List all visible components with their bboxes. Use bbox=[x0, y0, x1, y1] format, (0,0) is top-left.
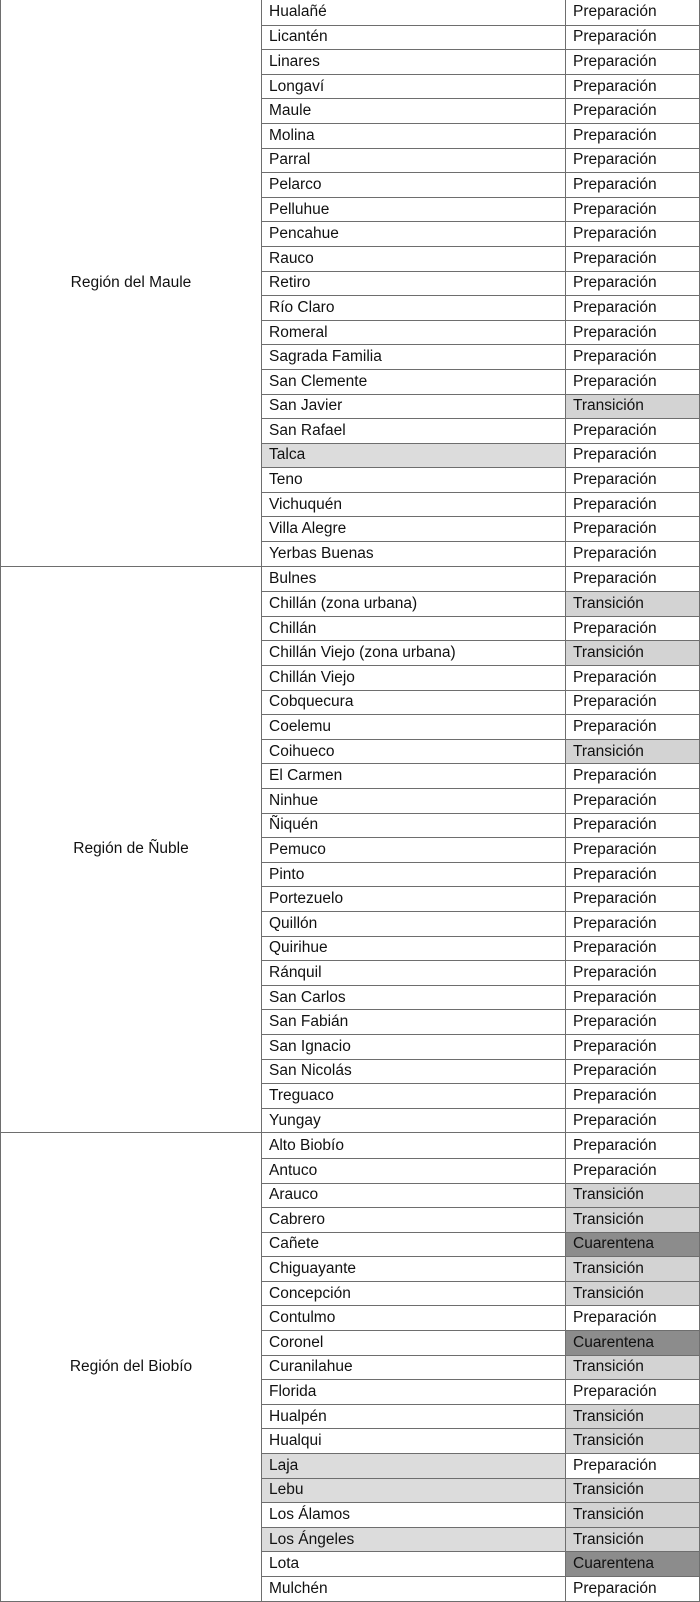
phase-cell: Preparación bbox=[566, 887, 699, 911]
phase-cell: Preparación bbox=[566, 567, 699, 592]
phase-cell: Preparación bbox=[566, 370, 699, 394]
commune-cell: Cabrero bbox=[262, 1208, 566, 1232]
commune-cell: Ránquil bbox=[262, 961, 566, 985]
commune-cell: Lebu bbox=[262, 1479, 566, 1503]
table-row bbox=[262, 1281, 699, 1306]
table-row bbox=[262, 886, 699, 911]
phase-cell: Cuarentena bbox=[566, 1331, 699, 1355]
commune-cell: Chillán bbox=[262, 617, 566, 641]
table-row bbox=[262, 418, 699, 443]
phase-cell: Preparación bbox=[566, 863, 699, 887]
table-row bbox=[262, 394, 699, 419]
commune-cell: Alto Biobío bbox=[262, 1133, 566, 1158]
phase-cell: Preparación bbox=[566, 912, 699, 936]
phase-cell: Preparación bbox=[566, 0, 699, 25]
table-row bbox=[262, 49, 699, 74]
phase-cell: Transición bbox=[566, 1208, 699, 1232]
region-name-cell: Región del Biobío bbox=[1, 1133, 262, 1600]
table-row bbox=[262, 763, 699, 788]
table-row bbox=[262, 616, 699, 641]
table-row bbox=[262, 1305, 699, 1330]
phase-cell: Transición bbox=[566, 1479, 699, 1503]
commune-cell: Portezuelo bbox=[262, 887, 566, 911]
commune-rows bbox=[262, 567, 700, 1133]
phase-cell: Preparación bbox=[566, 542, 699, 566]
phase-cell: Preparación bbox=[566, 1084, 699, 1108]
commune-cell: Concepción bbox=[262, 1282, 566, 1306]
phase-cell: Preparación bbox=[566, 50, 699, 74]
phase-cell: Transición bbox=[566, 1528, 699, 1552]
commune-cell: Retiro bbox=[262, 272, 566, 296]
commune-cell: San Nicolás bbox=[262, 1060, 566, 1084]
table-row bbox=[262, 985, 699, 1010]
phase-cell: Preparación bbox=[566, 838, 699, 862]
phase-cell: Preparación bbox=[566, 468, 699, 492]
commune-cell: Mulchén bbox=[262, 1577, 566, 1601]
phase-cell: Transición bbox=[566, 1356, 699, 1380]
table-row bbox=[262, 1232, 699, 1257]
phase-cell: Preparación bbox=[566, 517, 699, 541]
table-row bbox=[262, 640, 699, 665]
table-row bbox=[262, 837, 699, 862]
table-row bbox=[262, 467, 699, 492]
table-row bbox=[262, 690, 699, 715]
commune-cell: Coihueco bbox=[262, 740, 566, 764]
phase-cell: Preparación bbox=[566, 691, 699, 715]
table-row bbox=[262, 1034, 699, 1059]
phase-cell: Preparación bbox=[566, 789, 699, 813]
commune-cell: Pinto bbox=[262, 863, 566, 887]
commune-cell: Talca bbox=[262, 444, 566, 468]
region-block bbox=[0, 1133, 700, 1601]
table-row bbox=[262, 739, 699, 764]
commune-cell: Quillón bbox=[262, 912, 566, 936]
commune-cell: Río Claro bbox=[262, 296, 566, 320]
phase-cell: Preparación bbox=[566, 247, 699, 271]
phase-cell: Preparación bbox=[566, 149, 699, 173]
table-row bbox=[262, 1158, 699, 1183]
phase-cell: Cuarentena bbox=[566, 1233, 699, 1257]
table-row bbox=[262, 541, 699, 566]
table-row bbox=[262, 960, 699, 985]
commune-cell: Contulmo bbox=[262, 1306, 566, 1330]
table-row bbox=[262, 1330, 699, 1355]
commune-cell: Molina bbox=[262, 124, 566, 148]
commune-cell: San Carlos bbox=[262, 986, 566, 1010]
region-name-cell: Región del Maule bbox=[1, 0, 262, 566]
phase-cell: Transición bbox=[566, 395, 699, 419]
phase-cell: Transición bbox=[566, 1282, 699, 1306]
phase-cell: Cuarentena bbox=[566, 1552, 699, 1576]
table-row bbox=[262, 1551, 699, 1576]
table-row bbox=[262, 1576, 699, 1601]
table-row bbox=[262, 369, 699, 394]
table-row bbox=[262, 1453, 699, 1478]
commune-cell: Coelemu bbox=[262, 715, 566, 739]
commune-cell: Hualpén bbox=[262, 1405, 566, 1429]
commune-cell: Cobquecura bbox=[262, 691, 566, 715]
phase-cell: Preparación bbox=[566, 666, 699, 690]
phase-cell: Preparación bbox=[566, 444, 699, 468]
phase-cell: Preparación bbox=[566, 124, 699, 148]
commune-cell: Pencahue bbox=[262, 222, 566, 246]
table-row bbox=[262, 1183, 699, 1208]
table-row bbox=[262, 172, 699, 197]
table-row bbox=[262, 221, 699, 246]
phase-cell: Preparación bbox=[566, 1060, 699, 1084]
table-row bbox=[262, 0, 699, 25]
table-row bbox=[262, 936, 699, 961]
table-row bbox=[262, 1207, 699, 1232]
phase-cell: Preparación bbox=[566, 173, 699, 197]
commune-cell: Treguaco bbox=[262, 1084, 566, 1108]
phase-cell: Transición bbox=[566, 1503, 699, 1527]
phase-cell: Preparación bbox=[566, 419, 699, 443]
commune-cell: Longaví bbox=[262, 75, 566, 99]
commune-rows bbox=[262, 0, 700, 566]
table-row bbox=[262, 788, 699, 813]
phase-cell: Transición bbox=[566, 592, 699, 616]
commune-cell: Teno bbox=[262, 468, 566, 492]
phase-cell: Preparación bbox=[566, 26, 699, 50]
table-row bbox=[262, 271, 699, 296]
commune-cell: Licantén bbox=[262, 26, 566, 50]
commune-cell: Maule bbox=[262, 99, 566, 123]
commune-cell: Curanilahue bbox=[262, 1356, 566, 1380]
commune-cell: Linares bbox=[262, 50, 566, 74]
table-row bbox=[262, 25, 699, 50]
table-row bbox=[262, 246, 699, 271]
commune-cell: Parral bbox=[262, 149, 566, 173]
table-row bbox=[262, 197, 699, 222]
commune-cell: Bulnes bbox=[262, 567, 566, 592]
commune-cell: San Javier bbox=[262, 395, 566, 419]
phase-cell: Preparación bbox=[566, 345, 699, 369]
phase-cell: Preparación bbox=[566, 715, 699, 739]
phase-cell: Preparación bbox=[566, 617, 699, 641]
table-row bbox=[262, 320, 699, 345]
phase-cell: Preparación bbox=[566, 75, 699, 99]
table-row bbox=[262, 911, 699, 936]
commune-cell: Pelarco bbox=[262, 173, 566, 197]
table-row bbox=[262, 1379, 699, 1404]
table-row bbox=[262, 1059, 699, 1084]
phase-cell: Preparación bbox=[566, 961, 699, 985]
table-row bbox=[262, 1478, 699, 1503]
phase-cell: Preparación bbox=[566, 198, 699, 222]
phase-cell: Transición bbox=[566, 1405, 699, 1429]
commune-cell: Chillán Viejo (zona urbana) bbox=[262, 641, 566, 665]
commune-cell: Sagrada Familia bbox=[262, 345, 566, 369]
commune-cell: Chillán Viejo bbox=[262, 666, 566, 690]
table-row bbox=[262, 516, 699, 541]
table-row bbox=[262, 74, 699, 99]
phase-cell: Preparación bbox=[566, 1109, 699, 1133]
table-row bbox=[262, 148, 699, 173]
table-row bbox=[262, 123, 699, 148]
commune-cell: Chillán (zona urbana) bbox=[262, 592, 566, 616]
phase-cell: Preparación bbox=[566, 814, 699, 838]
commune-cell: San Fabián bbox=[262, 1010, 566, 1034]
phase-cell: Preparación bbox=[566, 764, 699, 788]
commune-cell: Villa Alegre bbox=[262, 517, 566, 541]
phase-cell: Transición bbox=[566, 641, 699, 665]
region-name-cell: Región de Ñuble bbox=[1, 567, 262, 1133]
table-row bbox=[262, 1108, 699, 1133]
phase-cell: Transición bbox=[566, 1429, 699, 1453]
table-row bbox=[262, 1256, 699, 1281]
commune-cell: Ñiquén bbox=[262, 814, 566, 838]
commune-cell: Los Álamos bbox=[262, 1503, 566, 1527]
table-row bbox=[262, 1009, 699, 1034]
phase-cell: Preparación bbox=[566, 272, 699, 296]
phase-cell: Preparación bbox=[566, 1010, 699, 1034]
table-row bbox=[262, 1355, 699, 1380]
table-row bbox=[262, 813, 699, 838]
phase-cell: Transición bbox=[566, 1257, 699, 1281]
phase-cell: Preparación bbox=[566, 493, 699, 517]
commune-cell: El Carmen bbox=[262, 764, 566, 788]
commune-cell: Pemuco bbox=[262, 838, 566, 862]
phase-cell: Transición bbox=[566, 1184, 699, 1208]
table-row bbox=[262, 1428, 699, 1453]
table-row bbox=[262, 1527, 699, 1552]
commune-cell: Laja bbox=[262, 1454, 566, 1478]
table-row bbox=[262, 443, 699, 468]
table-row bbox=[262, 1404, 699, 1429]
table-row bbox=[262, 492, 699, 517]
commune-cell: Yungay bbox=[262, 1109, 566, 1133]
phase-cell: Preparación bbox=[566, 1380, 699, 1404]
commune-cell: Florida bbox=[262, 1380, 566, 1404]
table-row bbox=[262, 1133, 699, 1158]
commune-cell: Chiguayante bbox=[262, 1257, 566, 1281]
table-row bbox=[262, 98, 699, 123]
commune-cell: San Clemente bbox=[262, 370, 566, 394]
table-row bbox=[262, 665, 699, 690]
region-block bbox=[0, 0, 700, 567]
commune-cell: Antuco bbox=[262, 1159, 566, 1183]
commune-cell: Yerbas Buenas bbox=[262, 542, 566, 566]
phase-cell: Preparación bbox=[566, 222, 699, 246]
commune-cell: Vichuquén bbox=[262, 493, 566, 517]
commune-cell: Rauco bbox=[262, 247, 566, 271]
commune-cell: Cañete bbox=[262, 1233, 566, 1257]
commune-cell: Los Ángeles bbox=[262, 1528, 566, 1552]
phase-cell: Preparación bbox=[566, 1159, 699, 1183]
commune-cell: Pelluhue bbox=[262, 198, 566, 222]
phase-cell: Preparación bbox=[566, 99, 699, 123]
table-row bbox=[262, 344, 699, 369]
phase-cell: Preparación bbox=[566, 986, 699, 1010]
table-row bbox=[262, 1502, 699, 1527]
phase-cell: Preparación bbox=[566, 1035, 699, 1059]
commune-rows bbox=[262, 1133, 700, 1600]
region-block bbox=[0, 567, 700, 1134]
phase-cell: Preparación bbox=[566, 1454, 699, 1478]
table-row bbox=[262, 295, 699, 320]
table-row bbox=[262, 862, 699, 887]
commune-cell: Romeral bbox=[262, 321, 566, 345]
phase-cell: Preparación bbox=[566, 1306, 699, 1330]
phase-cell: Preparación bbox=[566, 937, 699, 961]
commune-cell: San Rafael bbox=[262, 419, 566, 443]
phase-cell: Preparación bbox=[566, 1133, 699, 1158]
commune-cell: Coronel bbox=[262, 1331, 566, 1355]
table-row bbox=[262, 591, 699, 616]
commune-cell: Quirihue bbox=[262, 937, 566, 961]
commune-cell: Lota bbox=[262, 1552, 566, 1576]
commune-cell: San Ignacio bbox=[262, 1035, 566, 1059]
phase-cell: Preparación bbox=[566, 296, 699, 320]
commune-cell: Hualañé bbox=[262, 0, 566, 25]
phase-cell: Preparación bbox=[566, 321, 699, 345]
commune-cell: Ninhue bbox=[262, 789, 566, 813]
table-row bbox=[262, 714, 699, 739]
commune-cell: Hualqui bbox=[262, 1429, 566, 1453]
phase-cell: Transición bbox=[566, 740, 699, 764]
commune-cell: Arauco bbox=[262, 1184, 566, 1208]
phase-cell: Preparación bbox=[566, 1577, 699, 1601]
table-row bbox=[262, 567, 699, 592]
table-row bbox=[262, 1083, 699, 1108]
